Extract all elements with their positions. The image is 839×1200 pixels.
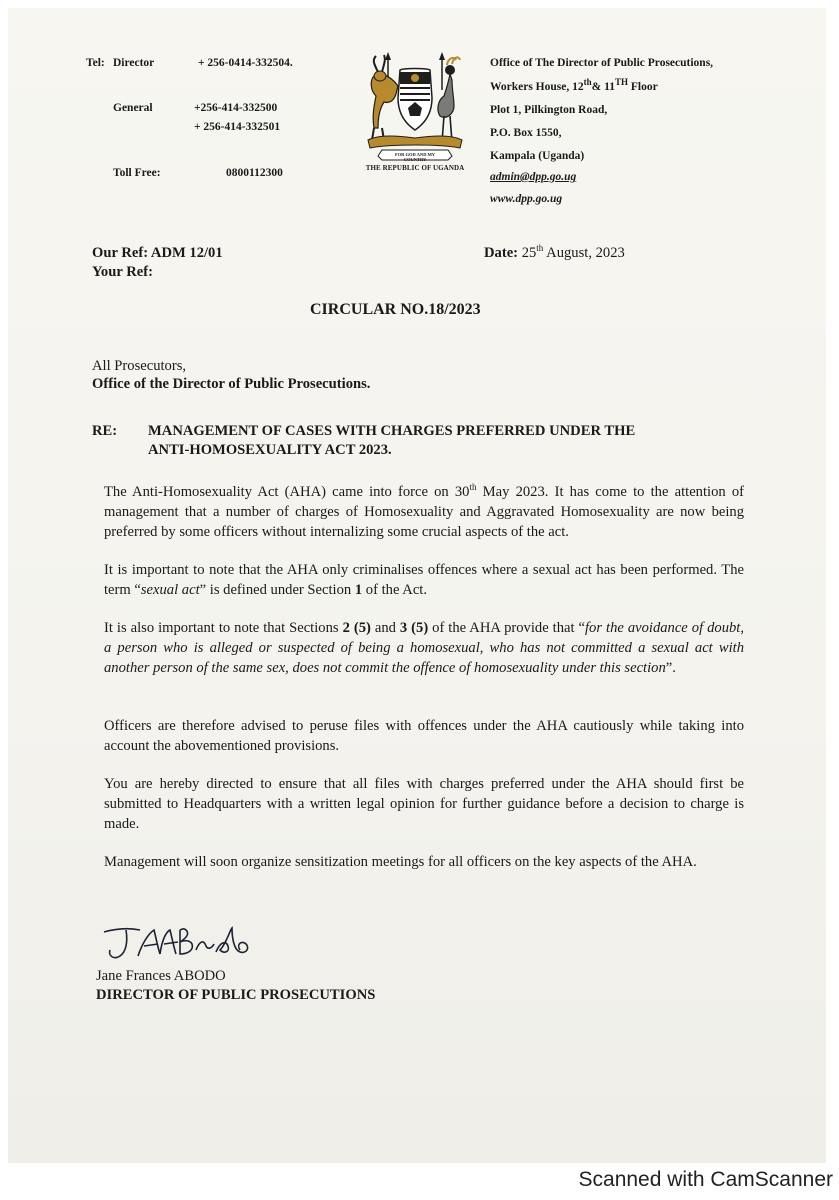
coat-motto: FOR GOD AND MY COUNTRY [394,152,436,162]
general-phone-2: + 256-414-332501 [194,121,281,133]
addressee-line-1: All Prosecutors, [92,358,187,374]
signatory-name: Jane Frances ABODO [96,968,226,984]
paragraph-4: Officers are therefore advised to peruse files with offences under the AHA cautiously while taking into account the abovementioned provisions. [104,718,744,754]
paragraph-6: Management will soon organize sensitization meetings for all officers on the key aspects of the AHA. [104,854,697,870]
office-line-1: Office of The Director of Public Prosecutions, [490,57,714,69]
coat-of-arms [360,50,470,178]
toll-free-number: 0800112300 [226,167,283,179]
coat-of-arms-icon [360,50,470,162]
office-line-5: Kampala (Uganda) [490,150,585,162]
general-label: General [113,102,153,114]
paragraph-1: The Anti-Homosexuality Act (AHA) came into force on 30th May 2023. It has come to the attention of management that a number of charges of Homosexuality and Aggravated Homosexuality are now being preferred by some officers without internalizing some crucial aspects of the act. [104,482,745,540]
subject-line-1: MANAGEMENT OF CASES WITH CHARGES PREFERRED UNDER THE [148,423,636,439]
coat-caption: THE REPUBLIC OF UGANDA [365,164,465,172]
signature [100,918,270,968]
our-ref: Our Ref: ADM 12/01 [92,245,223,261]
signatory-title: DIRECTOR OF PUBLIC PROSECUTIONS [96,987,376,1003]
subject-line-2: ANTI-HOMOSEXUALITY ACT 2023. [148,442,392,458]
office-line-4: P.O. Box 1550, [490,127,562,139]
office-line-3: Plot 1, Pilkington Road, [490,104,608,116]
general-phone-1: +256-414-332500 [194,102,278,114]
paragraph-5: You are hereby directed to ensure that all files with charges preferred under the AHA should first be submitted to Headquarters with a written legal opinion for further guidance before a decision to charge is made. [104,776,744,832]
date: Date: 25th August, 2023 [484,243,625,261]
camscanner-watermark: Scanned with CamScanner [578,1168,833,1191]
paragraph-3: It is also important to note that Sections 2 (5) and 3 (5) of the AHA provide that “for the avoidance of doubt, a person who is alleged or suspected of being a homosexual, who has not committed a sexual act with another person of the same sex, does not commit the offence of homosexuality under this section”. [104,620,744,676]
addressee-line-2: Office of the Director of Public Prosecutions. [92,376,371,392]
director-label: Director [113,57,155,69]
tel-label: Tel: [86,57,105,69]
office-line-2: Workers House, 12th& 11TH Floor [490,77,658,93]
toll-free-label: Toll Free: [113,167,161,179]
subject-re: RE: [92,423,118,439]
document-page [8,8,826,1163]
email-link[interactable]: admin@dpp.go.ug [490,171,577,183]
paragraph-2: It is important to note that the AHA only criminalises offences where a sexual act has been performed. The term “sexual act” is defined under Section 1 of the Act. [104,562,744,598]
director-phone: + 256-0414-332504. [198,57,293,69]
handwritten-signature-icon [100,918,270,968]
website-link[interactable]: www.dpp.go.ug [490,193,563,205]
circular-title: CIRCULAR NO.18/2023 [310,301,481,318]
your-ref: Your Ref: [92,264,153,280]
